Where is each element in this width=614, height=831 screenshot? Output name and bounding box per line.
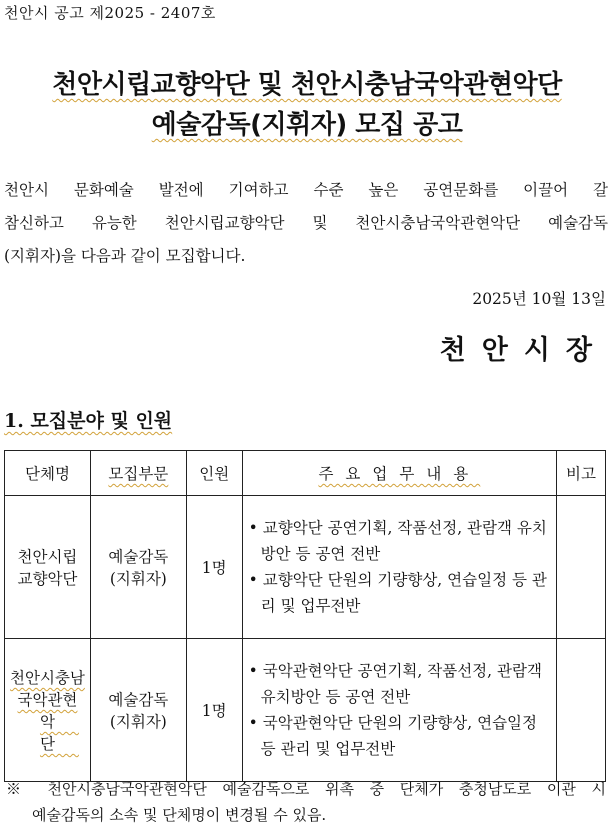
intro-line-1: 천안시 문화예술 발전에 기여하고 수준 높은 공연문화를 이끌어 갈 [4,181,608,199]
org-name-line: 악단 [39,713,79,753]
header-note: 비고 [557,451,606,496]
duty-item: • 교향악단 공연기획, 작품선정, 관람객 유치방안 등 공연 전반 [248,519,547,563]
footnote-line-2: 예술감독의 소속 및 단체명이 변경될 수 있음. [32,806,327,824]
note-cell [557,639,606,782]
table-header-row [5,451,606,496]
notice-number: 천안시 공고 제2025 - 2407호 [4,4,216,22]
dept-cell [90,496,186,639]
dept-cell [90,639,186,782]
table-row [5,639,606,782]
recruitment-table [4,450,606,782]
title-line-1: 천안시립교향악단 및 천안시충남국악관현악단 [52,70,562,100]
org-cell [5,639,91,782]
dept-line: (지휘자) [109,713,167,731]
footnote [6,776,606,828]
duties-cell [242,639,556,782]
duty-item: • 국악관현악단 공연기획, 작품선정, 관람객 유치방안 등 공연 전반 [248,662,542,706]
duty-item: • 국악관현악단 단원의 기량향상, 연습일정 등 관리 및 업무전반 [248,714,538,758]
duty-item: • 교향악단 단원의 기량향상, 연습일정 등 관리 및 업무전반 [248,571,547,615]
org-name-line: 천안시립 [17,548,78,566]
header-duties: 주요업무내용 [242,451,556,496]
header-dept: 모집부문 [90,451,186,496]
org-name-line: 교향악단 [17,570,78,588]
count-cell: 1명 [186,639,242,782]
duties-cell [242,496,556,639]
note-cell [557,496,606,639]
count-cell: 1명 [186,496,242,639]
org-cell [5,496,91,639]
dept-line: 예술감독 [108,691,169,709]
notice-date: 2025년 10월 13일 [472,290,606,308]
intro-line-3: (지휘자)을 다음과 같이 모집합니다. [4,247,246,265]
org-name-line: 천안시충남 [10,669,85,687]
intro-line-2: 참신하고 유능한 천안시립교향악단 및 천안시충남국악관현악단 예술감독 [4,214,608,232]
footnote-line-1: ※ 천안시충남국악관현악단 예술감독으로 위촉 중 단체가 충청남도로 이관 시 [6,780,606,798]
dept-line: (지휘자) [109,570,167,588]
intro-paragraph [4,174,608,273]
org-name-line: 국악관현 [17,691,78,709]
section-heading-1: 1. 모집분야 및 인원 [4,410,173,432]
header-org: 단체명 [5,451,91,496]
header-count: 인원 [186,451,242,496]
table-row [5,496,606,639]
dept-line: 예술감독 [108,548,169,566]
title-line-2: 예술감독(지휘자) 모집 공고 [151,110,463,140]
signer: 천안시장 [439,335,608,366]
